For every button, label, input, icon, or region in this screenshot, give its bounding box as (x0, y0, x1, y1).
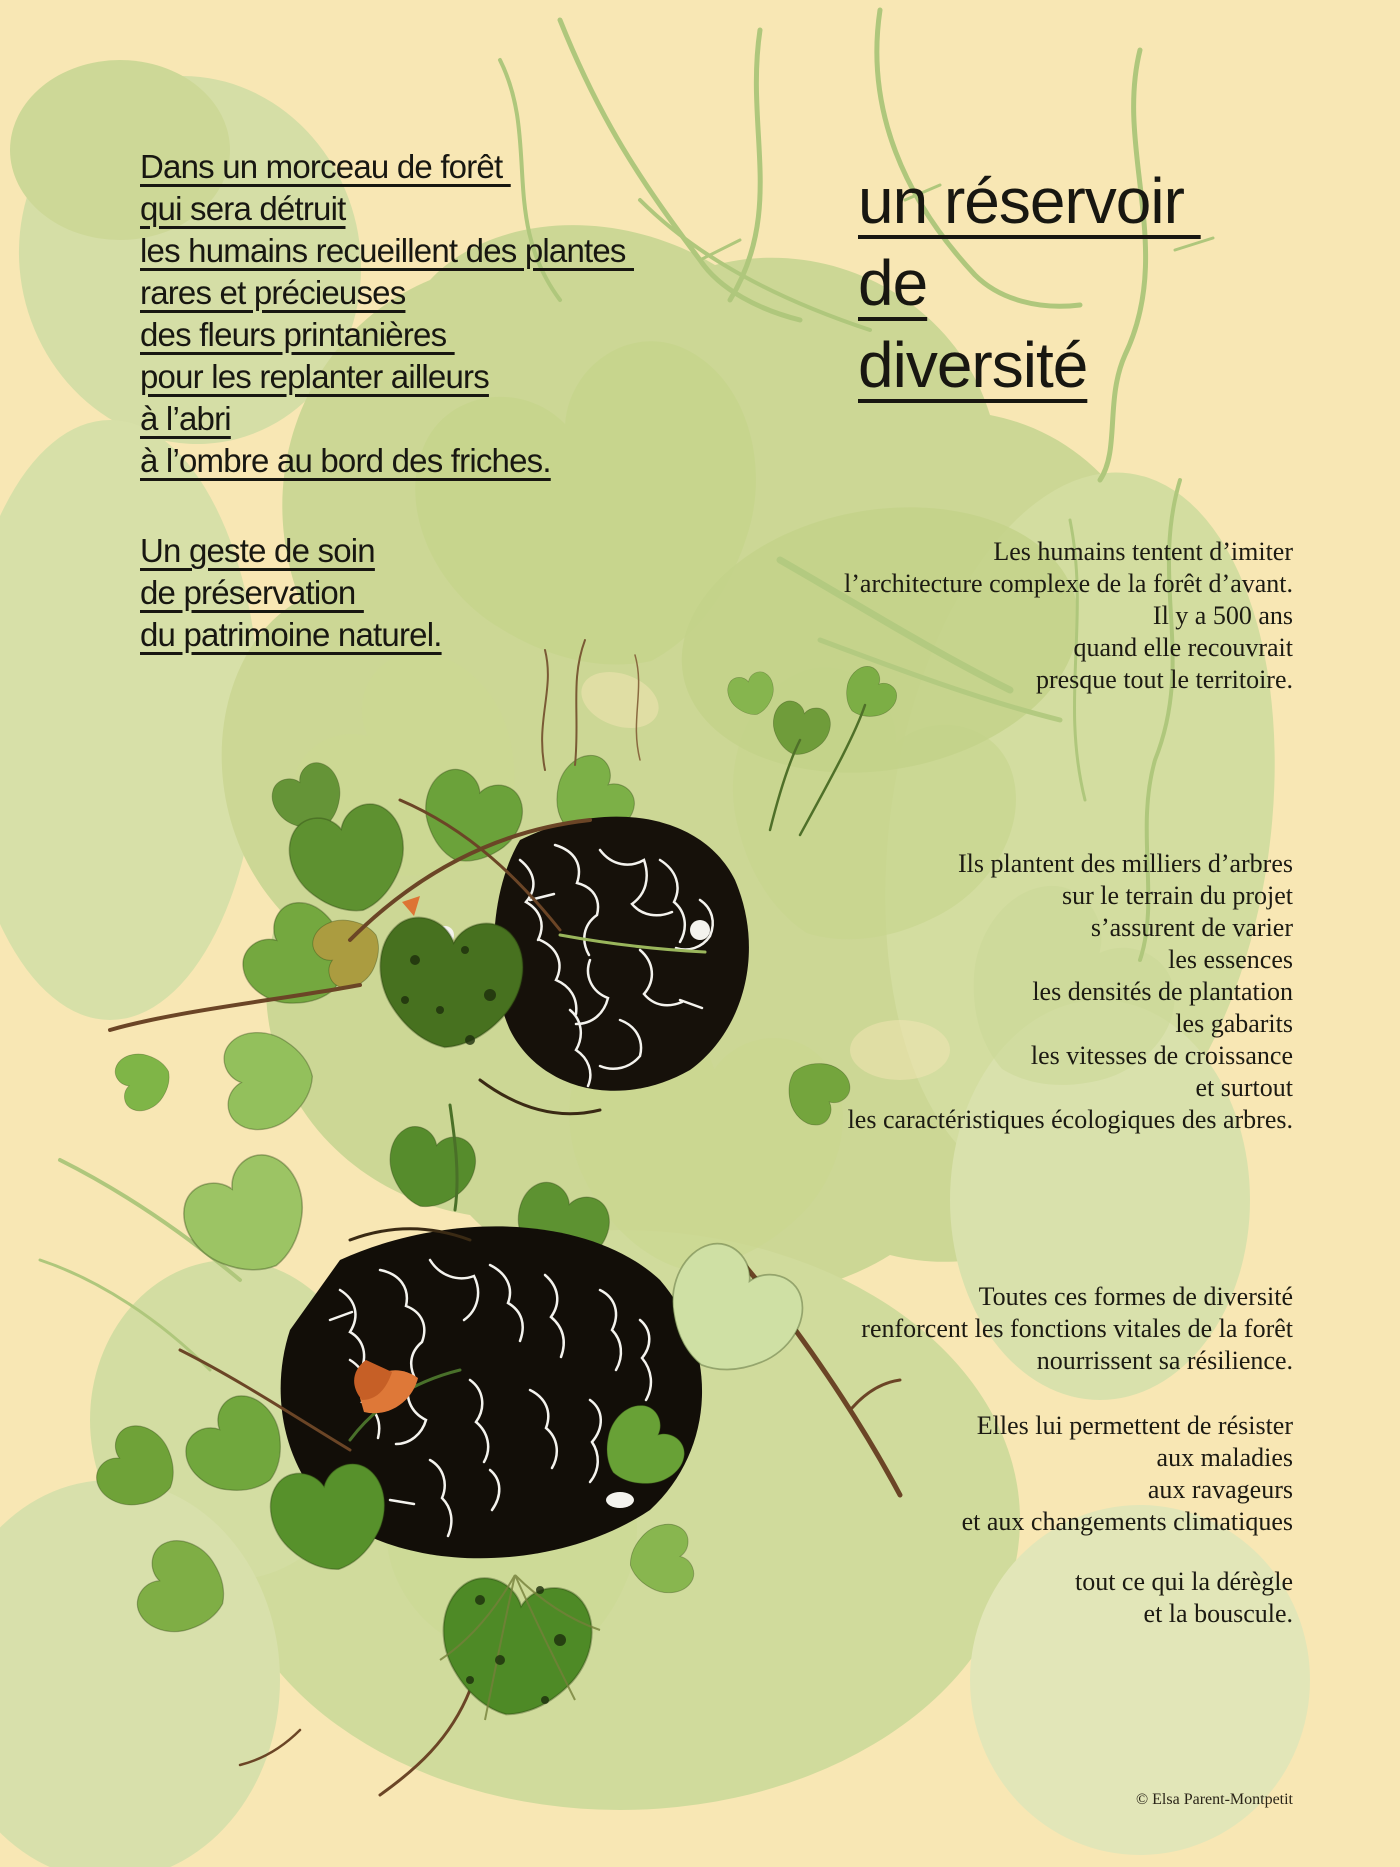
orange-petal-fragment (402, 896, 420, 916)
text-line: presque tout le territoire. (1035, 665, 1293, 694)
right-text-block-4 (962, 1410, 1293, 1538)
poem-line: de préservation (140, 574, 364, 611)
text-line: Toutes ces formes de diversité (978, 1282, 1293, 1311)
poster-title (858, 160, 1201, 406)
text-line: et surtout (1195, 1073, 1293, 1102)
text-line: sur le terrain du projet (1061, 881, 1293, 910)
text-line: les densités de plantation (1032, 977, 1293, 1006)
right-text-block-5 (1075, 1566, 1293, 1630)
left-poem-stanza-1 (140, 146, 634, 482)
poem-line: les humains recueillent des plantes (140, 232, 634, 269)
poem-line: Un geste de soin (140, 532, 375, 569)
poem-line: à l’ombre au bord des friches. (140, 442, 551, 479)
text-line: et aux changements climatiques (961, 1507, 1293, 1536)
poem-line: qui sera détruit (140, 190, 346, 227)
text-line: aux ravageurs (1147, 1475, 1293, 1504)
text-line: Elles lui permettent de résister (976, 1411, 1293, 1440)
text-line: l’architecture complexe de la forêt d’avant. (844, 569, 1293, 598)
text-line: les essences (1168, 945, 1293, 974)
text-line: s’assurent de varier (1090, 913, 1293, 942)
text-line: Il y a 500 ans (1152, 601, 1293, 630)
title-line: diversité (858, 329, 1088, 401)
poem-line: à l’abri (140, 400, 231, 437)
text-line: renforcent les fonctions vitales de la forêt (861, 1314, 1293, 1343)
text-line: Les humains tentent d’imiter (993, 537, 1293, 566)
text-line: aux maladies (1156, 1443, 1293, 1472)
right-text-block-3 (861, 1281, 1293, 1377)
text-line: et la bouscule. (1143, 1599, 1293, 1628)
text-line: tout ce qui la dérègle (1074, 1567, 1293, 1596)
right-text-block-1 (844, 536, 1293, 696)
right-text-block-2 (848, 848, 1293, 1136)
text-line: les caractéristiques écologiques des arbres. (847, 1105, 1293, 1134)
text-line: Ils plantent des milliers d’arbres (957, 849, 1293, 878)
poem-line: rares et précieuses (140, 274, 406, 311)
text-line: les vitesses de croissance (1030, 1041, 1293, 1070)
title-line: un réservoir (858, 165, 1201, 237)
poem-line: pour les replanter ailleurs (140, 358, 489, 395)
title-line: de (858, 247, 928, 319)
text-line: quand elle recouvrait (1073, 633, 1293, 662)
poem-line: du patrimoine naturel. (140, 616, 442, 653)
credit-line: © Elsa Parent-Montpetit (1135, 1791, 1293, 1808)
text-line: nourrissent sa résilience. (1036, 1346, 1293, 1375)
poem-line: des fleurs printanières (140, 316, 455, 353)
left-poem-stanza-2 (140, 530, 442, 656)
text-line: les gabarits (1175, 1009, 1293, 1038)
poem-line: Dans un morceau de forêt (140, 148, 511, 185)
